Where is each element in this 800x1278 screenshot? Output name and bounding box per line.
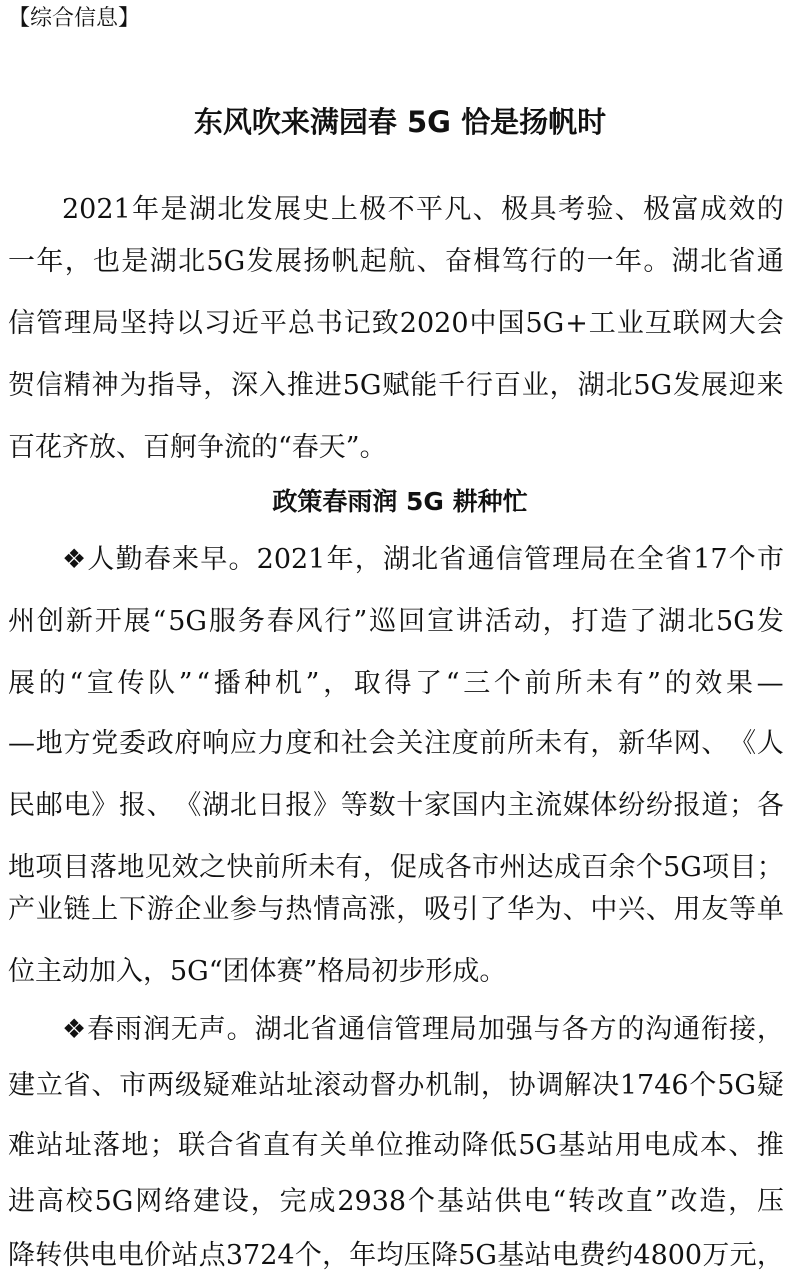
para2-line-2: 难 站 址 落 地 ； 联 合 省 直 有 关 单 位 推 动 降 低 5G 基 站 用 电 成 本 、 推	[8, 1130, 784, 1161]
para2-line-4: 降 转 供 电 电 价 站 点 3724 个 ， 年 均 压 降 5G 基 站 电 费 约 4800 万 元 ，	[8, 1240, 784, 1271]
para1-line-7: 位主动加入，5G“团体赛”格局初步形成。	[8, 956, 507, 987]
para2-line-0: ❖ 春 雨 润 无 声 。 湖 北 省 通 信 管 理 局 加 强 与 各 方 的 沟 通 衔 接 ，	[62, 1014, 784, 1045]
para2-line-3: 进 高 校 5G 网 络 建 设 ， 完 成 2938 个 基 站 供 电 “ 转 改 直 ” 改 造 ， 压	[8, 1186, 784, 1217]
section-heading: 政策春雨润 5G 耕种忙	[272, 487, 528, 516]
intro-line-0: 2021 年 是 湖 北 发 展 史 上 极 不 平 凡 、 极 具 考 验 、 极 富 成 效 的	[62, 194, 784, 225]
para1-line-4: 民 邮 电 》 报 、 《 湖 北 日 报 》 等 数 十 家 国 内 主 流 媒 体 纷 纷 报 道 ； 各	[8, 790, 784, 821]
para1-line-6: 产 业 链 上 下 游 企 业 参 与 热 情 高 涨 ， 吸 引 了 华 为 、 中 兴 、 用 友 等 单	[8, 894, 784, 925]
intro-line-3: 贺 信 精 神 为 指 导 ， 深 入 推 进 5G 赋 能 千 行 百 业 ， 湖 北 5G 发 展 迎 来	[8, 370, 784, 401]
para1-line-0: ❖ 人 勤 春 来 早 。 2021 年 ， 湖 北 省 通 信 管 理 局 在 全 省 17 个 市	[62, 544, 784, 575]
intro-line-1: 一 年 ， 也 是 湖 北 5G 发 展 扬 帆 起 航 、 奋 楫 笃 行 的 一 年 。 湖 北 省 通	[8, 246, 784, 277]
article-title: 东风吹来满园春 5G 恰是扬帆时	[193, 105, 607, 139]
intro-line-2: 信 管 理 局 坚 持 以 习 近 平 总 书 记 致 2020 中 国 5G + 工 业 互 联 网 大 会	[8, 308, 784, 339]
category-label: 【综合信息】	[8, 6, 141, 31]
para1-line-3: — 地 方 党 委 政 府 响 应 力 度 和 社 会 关 注 度 前 所 未 有 ， 新 华 网 、 《 人	[8, 728, 784, 759]
para1-line-5: 地 项 目 落 地 见 效 之 快 前 所 未 有 ， 促 成 各 市 州 达 成 百 余 个 5G 项 目 ；	[8, 852, 784, 883]
para2-line-1: 建 立 省 、 市 两 级 疑 难 站 址 滚 动 督 办 机 制 ， 协 调 解 决 1746 个 5G 疑	[8, 1070, 784, 1101]
para1-line-1: 州 创 新 开 展 “ 5G 服 务 春 风 行 ” 巡 回 宣 讲 活 动 ， 打 造 了 湖 北 5G 发	[8, 606, 784, 637]
para1-line-2: 展 的 “ 宣 传 队 ” “ 播 种 机 ” ， 取 得 了 “ 三 个 前 所 未 有 ” 的 效 果 —	[8, 668, 784, 699]
intro-line-4: 百花齐放、百舸争流的“春天”。	[8, 432, 387, 463]
